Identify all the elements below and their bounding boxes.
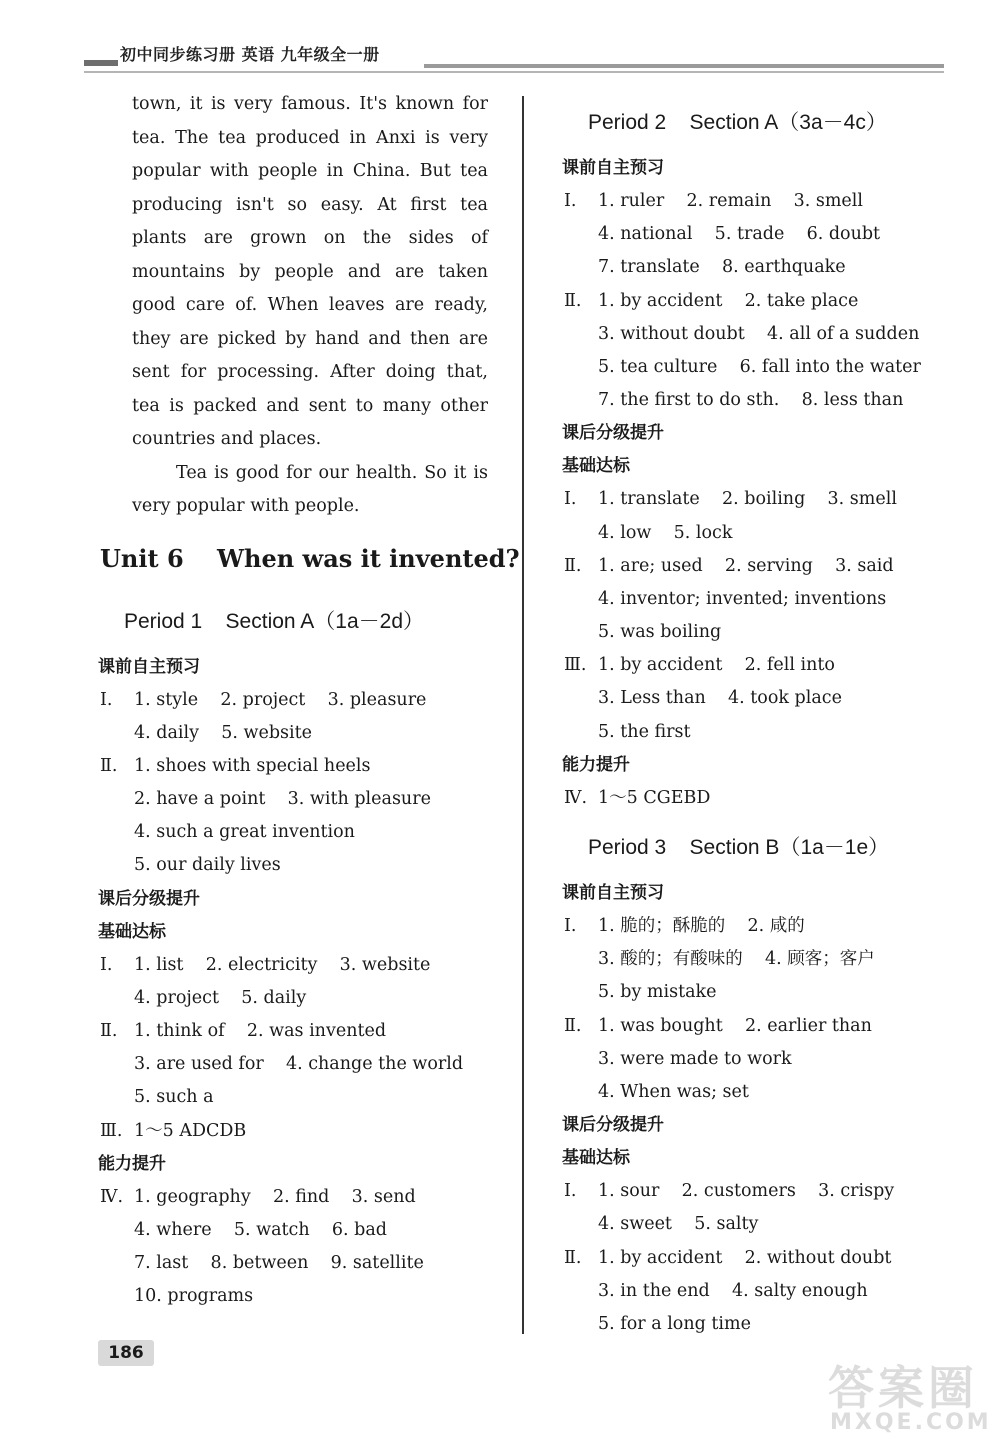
answer-text: 1. was bought 2. earlier than bbox=[598, 1015, 872, 1036]
section-heading-ability: 能力提升 bbox=[98, 1153, 166, 1174]
period-title: Period 2 Section A（3a－4c） bbox=[588, 111, 887, 134]
answer-line bbox=[560, 583, 960, 616]
question-number: Ⅱ. bbox=[564, 290, 582, 311]
answer-line bbox=[96, 1181, 496, 1214]
answer-text: 1. translate 2. boiling 3. smell bbox=[598, 489, 897, 510]
question-number: Ⅳ. bbox=[100, 1186, 124, 1207]
answer-text: 4. national 5. trade 6. doubt bbox=[598, 224, 881, 245]
answer-text: 4. where 5. watch 6. bad bbox=[134, 1219, 387, 1240]
answer-line bbox=[560, 1043, 960, 1076]
answer-text: 2. have a point 3. with pleasure bbox=[134, 789, 431, 810]
answer-line bbox=[560, 616, 960, 649]
answer-list bbox=[560, 910, 960, 1109]
section-heading-ability: 能力提升 bbox=[562, 754, 630, 775]
answer-text: 5. the first bbox=[598, 721, 691, 742]
answer-text: 5. by mistake bbox=[598, 982, 717, 1003]
answer-text: 1. style 2. project 3. pleasure bbox=[134, 689, 427, 710]
section-heading-basic: 基础达标 bbox=[98, 921, 166, 942]
answer-text: 3. were made to work bbox=[598, 1048, 792, 1069]
answer-line bbox=[560, 251, 960, 284]
header-rule bbox=[424, 64, 944, 68]
answer-line bbox=[96, 1247, 496, 1280]
answer-text: 4. daily 5. website bbox=[134, 722, 312, 743]
answer-text: 4. project 5. daily bbox=[134, 987, 307, 1008]
answer-text: 1. think of 2. was invented bbox=[134, 1021, 387, 1041]
section-heading-after-class: 课后分级提升 bbox=[562, 1115, 664, 1136]
answer-text: 4. When was; set bbox=[598, 1081, 749, 1102]
answer-line bbox=[96, 849, 496, 882]
answer-line bbox=[560, 1275, 960, 1308]
answer-text: 3. 酸的；有酸味的 4. 顾客；客户 bbox=[598, 949, 875, 970]
answer-line bbox=[560, 976, 960, 1009]
section-heading-basic: 基础达标 bbox=[562, 456, 630, 477]
book-title: 初中同步练习册 英语 九年级全一册 bbox=[120, 45, 380, 64]
answer-text: 1. by accident 2. fell into bbox=[598, 655, 835, 676]
answer-list bbox=[560, 1175, 960, 1341]
answer-text: 3. are used for 4. change the world bbox=[134, 1054, 464, 1075]
answer-line bbox=[96, 1280, 496, 1313]
answer-line bbox=[96, 1081, 496, 1114]
answer-text: 5. for a long time bbox=[598, 1313, 751, 1334]
question-number: Ⅲ. bbox=[564, 655, 587, 676]
answer-line bbox=[560, 1010, 960, 1043]
answer-line bbox=[560, 185, 960, 218]
answer-line bbox=[560, 649, 960, 682]
answer-line bbox=[96, 717, 496, 750]
period-title: Period 1 Section A（1a－2d） bbox=[124, 609, 424, 633]
section-heading-preview: 课前自主预习 bbox=[562, 883, 664, 903]
answer-text: 5. our daily lives bbox=[134, 855, 281, 876]
question-number: Ⅱ. bbox=[100, 755, 118, 776]
answer-text: 1. shoes with special heels bbox=[134, 755, 371, 776]
answer-line bbox=[96, 1048, 496, 1081]
answer-text: 1. by accident 2. without doubt bbox=[598, 1247, 892, 1268]
unit-title: Unit 6 When was it invented? bbox=[100, 543, 520, 573]
answer-line bbox=[96, 1015, 496, 1048]
answer-line bbox=[560, 682, 960, 715]
question-number: Ⅰ. bbox=[100, 954, 113, 975]
passage-paragraph-2: Tea is good for our health. So it is very popular with people. bbox=[132, 462, 488, 516]
answer-text: 4. inventor; invented; inventions bbox=[598, 588, 887, 609]
answer-text: 10. programs bbox=[134, 1286, 254, 1307]
answer-text: 1. geography 2. find 3. send bbox=[134, 1186, 416, 1207]
question-number: Ⅰ. bbox=[564, 191, 577, 211]
answer-line bbox=[96, 982, 496, 1015]
answer-line bbox=[560, 318, 960, 351]
answer-line bbox=[560, 782, 960, 815]
answer-text: 1. are; used 2. serving 3. said bbox=[598, 555, 894, 576]
answer-line bbox=[560, 550, 960, 583]
right-column bbox=[560, 88, 960, 1341]
watermark-cn: 答案圈 bbox=[828, 1361, 978, 1415]
question-number: Ⅱ. bbox=[564, 1015, 582, 1036]
answer-line bbox=[96, 1214, 496, 1247]
answer-line bbox=[560, 943, 960, 976]
answer-text: 1. ruler 2. remain 3. smell bbox=[598, 191, 863, 211]
question-number: Ⅱ. bbox=[564, 555, 582, 576]
answer-list bbox=[560, 782, 960, 815]
section-heading-basic: 基础达标 bbox=[562, 1148, 630, 1169]
answer-line bbox=[560, 517, 960, 550]
header-bar bbox=[84, 60, 118, 66]
watermark-en: MXQE.COM bbox=[830, 1410, 992, 1435]
watermark-logo bbox=[820, 1352, 996, 1442]
answer-line bbox=[560, 285, 960, 318]
answer-list bbox=[560, 185, 960, 417]
answer-text: 5. tea culture 6. fall into the water bbox=[598, 356, 921, 377]
answer-line bbox=[560, 1308, 960, 1341]
section-heading-preview: 课前自主预习 bbox=[562, 158, 664, 178]
answer-line bbox=[560, 1076, 960, 1109]
left-column bbox=[96, 88, 520, 1314]
question-number: Ⅱ. bbox=[564, 1247, 582, 1268]
answer-text: 1. list 2. electricity 3. website bbox=[134, 954, 431, 975]
answer-text: 3. without doubt 4. all of a sudden bbox=[598, 323, 920, 344]
answer-text: 3. Less than 4. took place bbox=[598, 688, 842, 709]
answer-line bbox=[560, 1208, 960, 1241]
answer-line bbox=[560, 910, 960, 943]
question-number: Ⅲ. bbox=[100, 1120, 123, 1141]
answer-line bbox=[560, 1242, 960, 1275]
question-number: Ⅰ. bbox=[564, 1181, 577, 1202]
answer-list bbox=[96, 1181, 496, 1314]
answer-text: 1. by accident 2. take place bbox=[598, 290, 859, 311]
header-rule-thin bbox=[84, 71, 944, 73]
answer-line bbox=[560, 218, 960, 251]
section-heading-after-class: 课后分级提升 bbox=[562, 423, 664, 444]
question-number: Ⅰ. bbox=[100, 689, 113, 710]
question-number: Ⅰ. bbox=[564, 916, 577, 936]
answer-text: 7. the first to do sth. 8. less than bbox=[598, 390, 904, 411]
answer-line bbox=[560, 384, 960, 417]
answer-text: 4. such a great invention bbox=[134, 822, 355, 843]
answer-line bbox=[96, 816, 496, 849]
answer-line bbox=[96, 684, 496, 717]
answer-line bbox=[96, 949, 496, 982]
answer-line bbox=[96, 750, 496, 783]
answer-list bbox=[560, 483, 960, 749]
answer-line bbox=[560, 716, 960, 749]
answer-text: 1～5 CGEBD bbox=[598, 787, 711, 808]
answer-text: 5. was boiling bbox=[598, 622, 722, 643]
question-number: Ⅰ. bbox=[564, 489, 577, 510]
answer-line bbox=[560, 1175, 960, 1208]
question-number: Ⅳ. bbox=[564, 787, 588, 808]
page-header bbox=[84, 40, 944, 76]
section-heading-after-class: 课后分级提升 bbox=[98, 888, 200, 909]
answer-list bbox=[96, 684, 496, 883]
answer-text: 1. sour 2. customers 3. crispy bbox=[598, 1181, 895, 1202]
answer-text: 3. in the end 4. salty enough bbox=[598, 1280, 868, 1301]
answer-line bbox=[560, 351, 960, 384]
period-title: Period 3 Section B（1a－1e） bbox=[588, 836, 890, 859]
passage-paragraph-1: town, it is very famous. It's known for tea. The tea produced in Anxi is very popular with people in China. But tea producing isn't so easy. At first tea plants are grown on the sides of mountains by people and are taken good care of. When leaves are ready, they are picked by hand and then are sent for processing. After doing that, tea is packed and sent to many other countries and places. bbox=[132, 94, 488, 449]
answer-line bbox=[96, 1115, 496, 1148]
answer-text: 1～5 ADCDB bbox=[134, 1120, 247, 1141]
answer-text: 4. low 5. lock bbox=[598, 522, 733, 543]
answer-text: 7. last 8. between 9. satellite bbox=[134, 1253, 424, 1274]
page-number: 186 bbox=[98, 1340, 154, 1366]
question-number: Ⅱ. bbox=[100, 1021, 118, 1041]
answer-text: 7. translate 8. earthquake bbox=[598, 257, 846, 278]
answer-line bbox=[560, 483, 960, 516]
answer-text: 5. such a bbox=[134, 1087, 214, 1108]
section-heading-preview: 课前自主预习 bbox=[98, 656, 200, 677]
column-divider bbox=[522, 96, 524, 1334]
answer-list bbox=[96, 949, 496, 1148]
answer-line bbox=[96, 783, 496, 816]
answer-text: 4. sweet 5. salty bbox=[598, 1214, 759, 1235]
answer-text: 1. 脆的；酥脆的 2. 咸的 bbox=[598, 916, 805, 936]
